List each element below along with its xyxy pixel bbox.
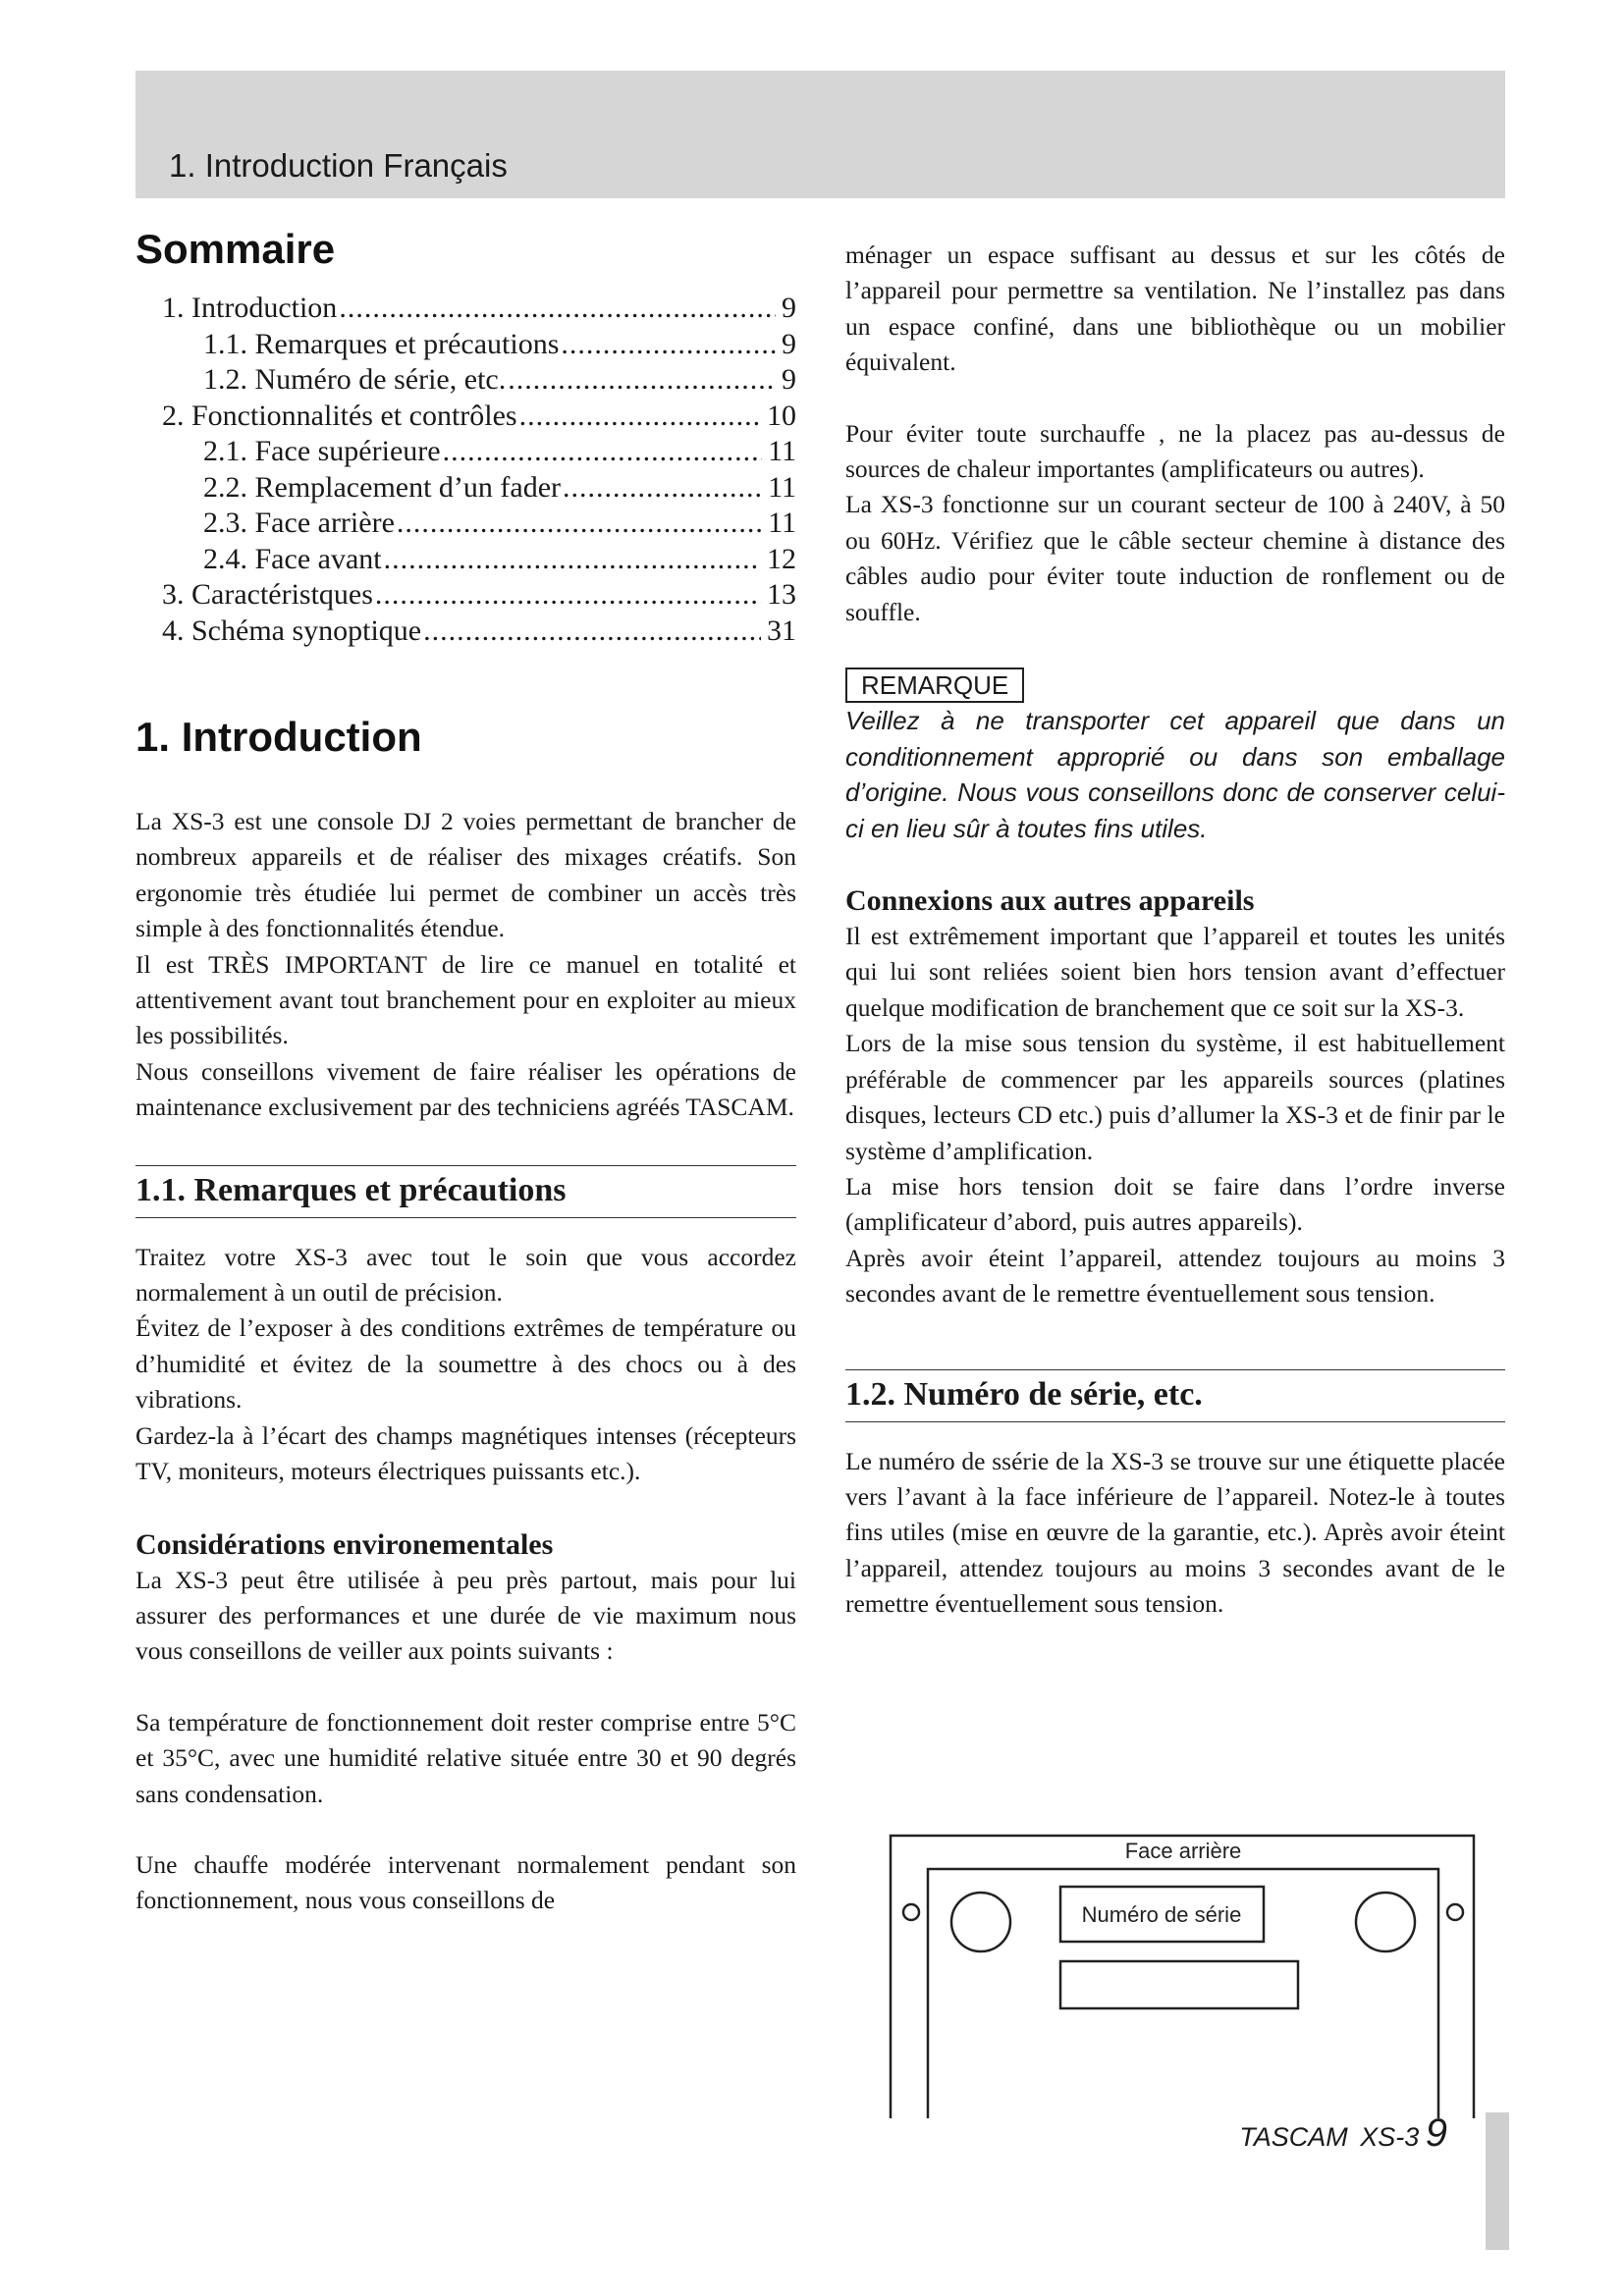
toc-entry-label: 1. Introduction: [162, 292, 338, 324]
toc-entry[interactable]: [135, 542, 796, 578]
env-paragraph: Pour éviter toute surchauffe , ne la placez pas au-dessus de sources de chaleur importantes (amplificateurs ou autres).: [845, 418, 1505, 484]
diagram-caption: Face arrière: [1124, 1839, 1242, 1863]
toc-entry-label: 2.4. Face avant: [203, 542, 382, 575]
toc-leader-dots: [423, 614, 761, 650]
header-title: 1. Introduction Français: [169, 147, 508, 184]
rear-panel-diagram: [889, 1834, 1478, 2118]
serie-paragraph: Le numéro de ssérie de la XS-3 se trouve sur une étiquette placée vers l’avant à la face inférieure de l’appareil. Notez-le à toutes fins utiles (mise en œuvre de la garantie, etc.). Après avoir éteint l’appareil, attendez toujours au moins 3 secondes avant de le remettre éventuellement sous tension.: [845, 1446, 1505, 1619]
intro-title: 1. Introduction: [135, 714, 422, 760]
toc-entry-label: 1.2. Numéro de série, etc.: [203, 363, 507, 396]
toc-entry-label: 2.1. Face supérieure: [203, 435, 441, 467]
connector-icon: [1356, 1893, 1415, 1951]
toc-entry[interactable]: [135, 434, 796, 470]
screw-hole-icon: [903, 1904, 919, 1920]
connexions-title: Connexions aux autres appareils: [845, 884, 1255, 918]
toc-entry[interactable]: [135, 470, 796, 507]
toc-entry-page: 13: [767, 578, 796, 611]
connexions-paragraph: La mise hors tension doit se faire dans l’ordre inverse (amplificateur d’abord, puis autres appareils).: [845, 1171, 1505, 1237]
toc-entry[interactable]: [135, 327, 796, 363]
header-bar: [135, 71, 1505, 198]
toc-entry-label: 2.2. Remplacement d’un fader: [203, 470, 562, 504]
intro-paragraph: La XS-3 est une console DJ 2 voies permettant de brancher de nombreux appareils et de réaliser des mixages créatifs. Son ergonomie très étudiée lui permet de combiner un accès très simple à des fonctionnalités étendue.: [135, 807, 796, 943]
toc-entry-page: 9: [782, 363, 796, 396]
toc-leader-dots: [443, 434, 763, 470]
toc-leader-dots: [384, 542, 761, 578]
env-paragraph: Une chauffe modérée intervenant normalement pendant son fonctionnement, nous vous conseillons de: [135, 1849, 796, 1915]
page-footer: [1239, 2111, 1447, 2156]
toc-leader-dots: [339, 291, 776, 327]
footer-model: XS-3: [1360, 2122, 1420, 2152]
toc-entry-label: 1.1. Remarques et précautions: [203, 327, 560, 360]
env-title: Considérations environementales: [135, 1527, 554, 1561]
page-tab-marker: [1486, 2112, 1509, 2250]
toc-leader-dots: [561, 327, 776, 363]
toc-entry[interactable]: [135, 577, 796, 614]
toc-entry-label: 2. Fonctionnalités et contrôles: [162, 399, 517, 432]
toc-entry-page: 11: [768, 507, 796, 539]
toc-leader-dots: [375, 577, 761, 614]
toc-entry-page: 9: [782, 292, 796, 324]
remarques-paragraph: Évitez de l’exposer à des conditions extrêmes de température ou d’humidité et évitez de la soumettre à des chocs ou à des vibrations.: [135, 1313, 796, 1415]
intro-paragraph: Nous conseillons vivement de faire réaliser les opérations de maintenance exclusivement par des techniciens agréés TASCAM.: [135, 1056, 796, 1122]
connexions-paragraph: Lors de la mise sous tension du système, il est habituellement préférable de commencer par les appareils sources (platines disques, lecteurs CD etc.) puis d’allumer la XS-3 et de finir par le système d’amplification.: [845, 1029, 1505, 1165]
section-heading-serie: [845, 1369, 1505, 1422]
table-of-contents: [135, 291, 796, 649]
toc-entry[interactable]: [135, 399, 796, 435]
toc-entry[interactable]: [135, 291, 796, 327]
diagram-serial-label: Numéro de série: [1081, 1902, 1242, 1927]
toc-leader-dots: [519, 399, 761, 435]
toc-leader-dots: [563, 470, 762, 507]
toc-entry-label: 3. Caractéristques: [162, 578, 373, 611]
section-title: 1.2. Numéro de série, etc.: [845, 1375, 1203, 1413]
toc-leader-dots: [397, 506, 762, 542]
toc-entry-page: 11: [768, 435, 796, 467]
env-paragraph: Sa température de fonctionnement doit rester comprise entre 5°C et 35°C, avec une humidité relative située entre 30 et 90 degrés sans condensation.: [135, 1707, 796, 1808]
toc-entry-label: 2.3. Face arrière: [203, 507, 395, 539]
screw-hole-icon: [1447, 1904, 1463, 1920]
toc-entry-page: 10: [767, 399, 796, 432]
connexions-paragraph: Il est extrêmement important que l’appareil et toutes les unités qui lui sont reliées soient bien hors tension avant d’effectuer quelque modification de branchement que ce soit sur la XS-3.: [845, 922, 1505, 1022]
remarques-paragraph: Traitez votre XS-3 avec tout le soin que vous accordez normalement à un outil de précision.: [135, 1242, 796, 1308]
toc-entry-page: 9: [782, 327, 796, 360]
remarques-paragraph: Gardez-la à l’écart des champs magnétiques intenses (récepteurs TV, moniteurs, moteurs électriques puissants etc.).: [135, 1420, 796, 1486]
toc-entry[interactable]: [135, 614, 796, 650]
env-paragraph: La XS-3 fonctionne sur un courant secteur de 100 à 240V, à 50 ou 60Hz. Vérifiez que le câble secteur chemine à distance des câbles audio pour éviter toute induction de ronflement ou de souffle.: [845, 490, 1505, 626]
toc-entry[interactable]: [135, 506, 796, 542]
toc-entry-page: 31: [767, 614, 796, 647]
toc-entry[interactable]: [135, 362, 796, 399]
note-text: Veillez à ne transporter cet appareil que dans un conditionnement approprié ou dans son emballage d’origine. Nous vous conseillons donc de conserver celui-ci en lieu sûr à toutes fins utiles.: [845, 706, 1505, 843]
env-paragraph-continued: ménager un espace suffisant au dessus et sur les côtés de l’appareil pour permettre sa ventilation. Ne l’installez pas dans un espace confiné, dans une bibliothèque ou un mobilier équivalent.: [845, 240, 1505, 377]
section-title: 1.1. Remarques et précautions: [135, 1171, 567, 1208]
label-slot: [1060, 1961, 1298, 2008]
page-number: 9: [1425, 2111, 1447, 2155]
intro-paragraph: Il est TRÈS IMPORTANT de lire ce manuel en totalité et attentivement avant tout branchement pour en exploiter au mieux les possibilités.: [135, 949, 796, 1050]
toc-leader-dots: [508, 362, 776, 399]
left-column: [135, 226, 796, 1918]
right-column: [845, 238, 1505, 1623]
toc-entry-page: 11: [768, 470, 796, 504]
toc-entry-label: 4. Schéma synoptique: [162, 614, 422, 647]
note-label: REMARQUE: [845, 667, 1024, 703]
section-heading-remarques: [135, 1165, 796, 1218]
footer-brand: TASCAM: [1239, 2122, 1348, 2152]
connexions-paragraph: Après avoir éteint l’appareil, attendez toujours au moins 3 secondes avant de le remettre éventuellement sous tension.: [845, 1243, 1505, 1308]
connector-icon: [951, 1893, 1010, 1951]
toc-entry-page: 12: [767, 542, 796, 575]
toc-title: Sommaire: [135, 226, 336, 272]
env-paragraph: La XS-3 peut être utilisée à peu près partout, mais pour lui assurer des performances et une durée de vie maximum nous vous conseillons de veiller aux points suivants :: [135, 1565, 796, 1666]
